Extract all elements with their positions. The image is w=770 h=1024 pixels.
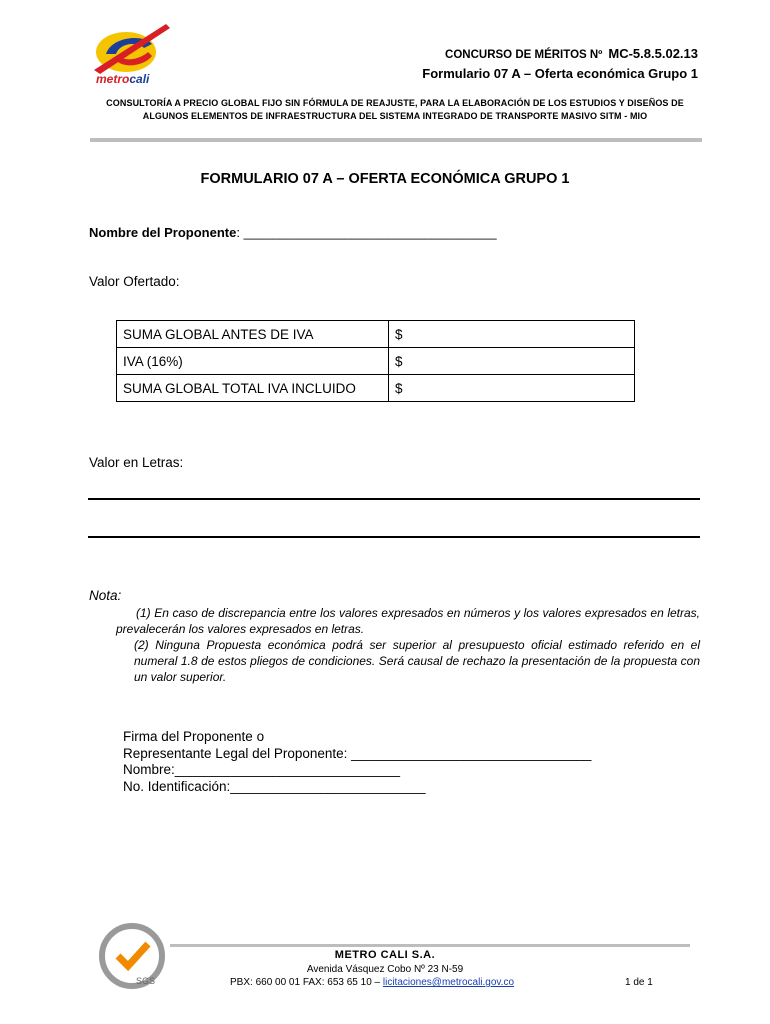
proponente-field[interactable]: Nombre del Proponente: ___________________________________ xyxy=(89,225,497,240)
valor-table xyxy=(116,320,635,402)
valor-letras-line-2[interactable] xyxy=(88,536,700,538)
valor-letras-line-1[interactable] xyxy=(88,498,700,500)
svg-text:SGS: SGS xyxy=(136,976,156,986)
table-row xyxy=(117,321,635,348)
footer-divider xyxy=(170,944,690,947)
footer-address: Avenida Vásquez Cobo Nº 23 N-59 xyxy=(306,964,464,975)
table-row xyxy=(117,348,635,375)
nota-item-2: (2) Ninguna Propuesta económica podrá ser superior al presupuesto oficial estimado referido en el numeral 1.8 de estos pliegos de condiciones. Será causal de rechazo la presentación de la propuesta con un valor superior. xyxy=(134,638,700,684)
header-divider xyxy=(90,138,702,142)
representante-field[interactable]: Representante Legal del Proponente: ________________________________ xyxy=(123,745,592,761)
concurso-heading: CONCURSO DE MÉRITOS Nº MC-5.8.5.02.13 xyxy=(445,46,698,61)
footer-company: METRO CALI S.A. xyxy=(334,949,436,961)
row-value[interactable]: $ xyxy=(389,375,635,402)
footer-contact: PBX: 660 00 01 FAX: 653 65 10 – licitaciones@metrocali.gov.co xyxy=(230,977,515,988)
concurso-code: MC-5.8.5.02.13 xyxy=(608,46,698,61)
page-number: 1 de 1 xyxy=(625,977,653,988)
row-label: SUMA GLOBAL ANTES DE IVA xyxy=(117,321,389,348)
firma-line-1: Firma del Proponente o xyxy=(123,729,265,744)
valor-letras-label: Valor en Letras: xyxy=(89,455,184,470)
page-title: FORMULARIO 07 A – OFERTA ECONÓMICA GRUPO 1 xyxy=(200,171,570,187)
email-link[interactable]: licitaciones@metrocali.gov.co xyxy=(382,977,515,988)
logo-text: metrocali xyxy=(96,72,150,86)
firma-block xyxy=(123,729,591,795)
row-label: IVA (16%) xyxy=(117,348,389,375)
row-value[interactable]: $ xyxy=(389,348,635,375)
consultoria-subtitle: CONSULTORÍA A PRECIO GLOBAL FIJO SIN FÓRMULA DE REAJUSTE, PARA LA ELABORACIÓN DE LOS ESTUDIOS Y DISEÑOS DE ALGUNOS ELEMENTOS DE INFRAESTRUCTURA DEL SISTEMA INTEGRADO DE TRANSPORTE MASIVO SITM - MIO xyxy=(106,98,684,121)
row-label: SUMA GLOBAL TOTAL IVA INCLUIDO xyxy=(117,375,389,402)
valor-ofertado-label: Valor Ofertado: xyxy=(89,274,180,289)
nota-item-1: (1) En caso de discrepancia entre los valores expresados en números y los valores expresados en letras, prevalecerán los valores expresados en letras. xyxy=(116,606,700,636)
nombre-field[interactable]: Nombre:______________________________ xyxy=(123,762,401,777)
identificacion-field[interactable]: No. Identificación:__________________________ xyxy=(123,778,426,794)
nota-body xyxy=(116,605,700,685)
formulario-heading: Formulario 07 A – Oferta económica Grupo 1 xyxy=(422,66,698,81)
nota-label: Nota: xyxy=(89,588,122,603)
row-value[interactable]: $ xyxy=(389,321,635,348)
table-row xyxy=(117,375,635,402)
